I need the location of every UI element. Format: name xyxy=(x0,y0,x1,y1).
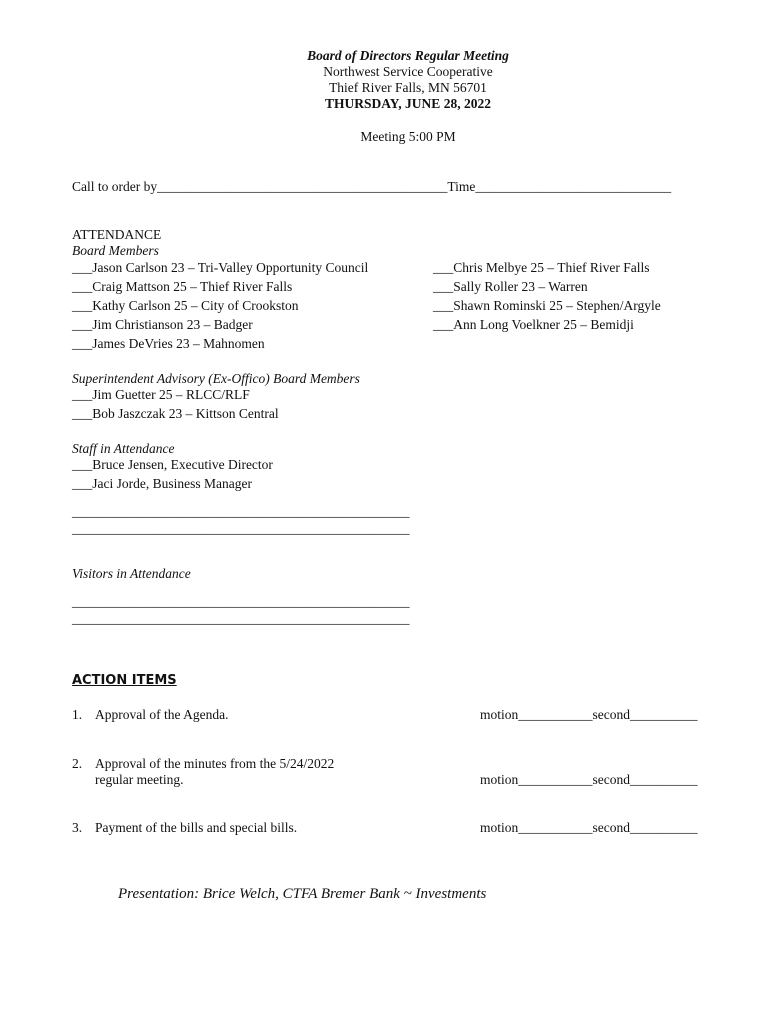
organization-location: Thief River Falls, MN 56701 xyxy=(329,80,487,95)
action-item-number: 3. xyxy=(72,820,83,835)
staff-member: ___Bruce Jensen, Executive Director xyxy=(72,457,273,472)
action-item-text-continued: regular meeting. xyxy=(95,772,184,787)
meeting-time: Meeting 5:00 PM xyxy=(360,129,456,144)
board-member-left: ___Craig Mattson 25 – Thief River Falls xyxy=(72,279,293,294)
board-member-left: ___Kathy Carlson 25 – City of Crookston xyxy=(72,298,299,313)
motion-second-line: motion___________second__________ xyxy=(480,820,698,835)
blank-line: __________________________________________________ xyxy=(72,611,410,626)
advisory-member: ___Bob Jaszczak 23 – Kittson Central xyxy=(72,406,279,421)
action-item-number: 1. xyxy=(72,707,83,722)
attendance-heading: ATTENDANCE xyxy=(72,227,162,242)
staff-member: ___Jaci Jorde, Business Manager xyxy=(72,476,252,491)
action-item-text: Payment of the bills and special bills. xyxy=(95,820,298,835)
board-members-label: Board Members xyxy=(72,243,159,258)
action-item-text: Approval of the Agenda. xyxy=(95,707,229,722)
board-member-right: ___Shawn Rominski 25 – Stephen/Argyle xyxy=(433,298,661,313)
advisory-member: ___Jim Guetter 25 – RLCC/RLF xyxy=(72,387,250,402)
motion-second-line: motion___________second__________ xyxy=(480,707,698,722)
meeting-date: THURSDAY, JUNE 28, 2022 xyxy=(325,96,491,111)
board-member-left: ___Jason Carlson 23 – Tri-Valley Opportunity Council xyxy=(72,260,369,275)
board-member-right: ___Ann Long Voelkner 25 – Bemidji xyxy=(433,317,634,332)
action-item-text: Approval of the minutes from the 5/24/2022 xyxy=(95,756,335,771)
board-member-left: ___Jim Christianson 23 – Badger xyxy=(72,317,253,332)
board-member-right: ___Chris Melbye 25 – Thief River Falls xyxy=(433,260,650,275)
visitors-label: Visitors in Attendance xyxy=(72,566,191,581)
meeting-title: Board of Directors Regular Meeting xyxy=(307,48,509,63)
board-member-right: ___Sally Roller 23 – Warren xyxy=(433,279,588,294)
presentation-line: Presentation: Brice Welch, CTFA Bremer Bank ~ Investments xyxy=(118,886,487,902)
action-items-heading: ACTION ITEMS xyxy=(72,673,177,688)
organization-name: Northwest Service Cooperative xyxy=(323,64,493,79)
action-item-number: 2. xyxy=(72,756,83,771)
blank-line: __________________________________________________ xyxy=(72,521,410,536)
blank-line: __________________________________________________ xyxy=(72,504,410,519)
board-member-left: ___James DeVries 23 – Mahnomen xyxy=(72,336,265,351)
advisory-members-label: Superintendent Advisory (Ex-Offico) Board Members xyxy=(72,371,360,386)
motion-second-line: motion___________second__________ xyxy=(480,772,698,787)
blank-line: __________________________________________________ xyxy=(72,594,410,609)
staff-label: Staff in Attendance xyxy=(72,441,175,456)
call-to-order-line: Call to order by___________________________________________Time_____________________________ xyxy=(72,179,672,194)
